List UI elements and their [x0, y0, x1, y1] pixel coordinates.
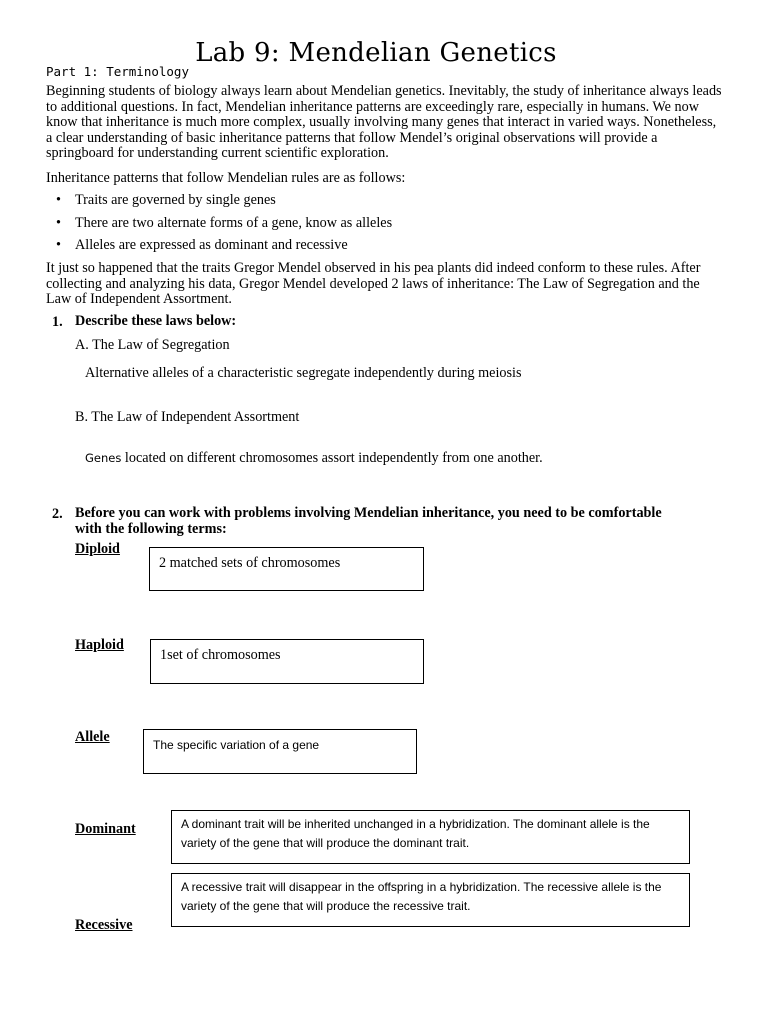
term-haploid: Haploid	[75, 637, 124, 653]
definition-box-allele	[143, 729, 417, 774]
term-dominant: Dominant	[75, 821, 136, 837]
term-recessive: Recessive	[75, 917, 133, 933]
rules-list	[56, 191, 392, 259]
definition-haploid: 1set of chromosomes	[160, 647, 281, 663]
part-heading: Part 1: Terminology	[46, 64, 189, 79]
definition-box-dominant	[171, 810, 690, 864]
definition-box-recessive	[171, 873, 690, 927]
law-independent-assortment-label: B. The Law of Independent Assortment	[75, 409, 300, 425]
list-item: • Alleles are expressed as dominant and recessive	[56, 236, 392, 259]
list-item: • Traits are governed by single genes	[56, 191, 392, 214]
intro-paragraph: Beginning students of biology always learn about Mendelian genetics. Inevitably, the study of inheritance always leads to additional questions. In fact, Mendelian inheritance patterns are exceedingly rare, especially in humans. We now know that inheritance is much more complex, usually involving many genes that interact in varied ways. Nonetheless, a clear understanding of basic inheritance patterns that follow Mendel’s original observations will provide a springboard for understanding current scientific exploration.	[46, 83, 722, 162]
term-diploid: Diploid	[75, 541, 120, 557]
question-1-text: Describe these laws below:	[75, 313, 237, 329]
law-segregation-label: A. The Law of Segregation	[75, 337, 230, 353]
definition-box-diploid	[149, 547, 424, 591]
term-allele: Allele	[75, 729, 110, 745]
question-1-number: 1.	[52, 314, 63, 330]
definition-recessive: A recessive trait will disappear in the offspring in a hybridization. The recessive allele is the variety of the gene that will produce the recessive trait.	[181, 880, 662, 913]
rules-intro: Inheritance patterns that follow Mendelian rules are as follows:	[46, 170, 406, 186]
question-2-number: 2.	[52, 506, 63, 522]
law-independent-assortment-answer: Genes located on different chromosomes assort independently from one another.	[85, 450, 543, 466]
page-title: Lab 9: Mendelian Genetics	[195, 38, 557, 68]
definition-allele: The specific variation of a gene	[153, 738, 320, 752]
mendel-paragraph: It just so happened that the traits Gregor Mendel observed in his pea plants did indeed conform to these rules. After collecting and analyzing his data, Gregor Mendel developed 2 laws of inheritance: The Law of Segregation and the Law of Independent Assortment.	[46, 260, 701, 308]
law-segregation-answer: Alternative alleles of a characteristic segregate independently during meiosis	[85, 365, 522, 381]
definition-diploid: 2 matched sets of chromosomes	[159, 555, 341, 571]
definition-box-haploid	[150, 639, 424, 684]
definition-dominant: A dominant trait will be inherited unchanged in a hybridization. The dominant allele is the variety of the gene that will produce the dominant trait.	[181, 817, 650, 850]
question-2-text: Before you can work with problems involving Mendelian inheritance, you need to be comfortable with the following terms:	[75, 505, 662, 537]
list-item: • There are two alternate forms of a gene, know as alleles	[56, 214, 392, 237]
